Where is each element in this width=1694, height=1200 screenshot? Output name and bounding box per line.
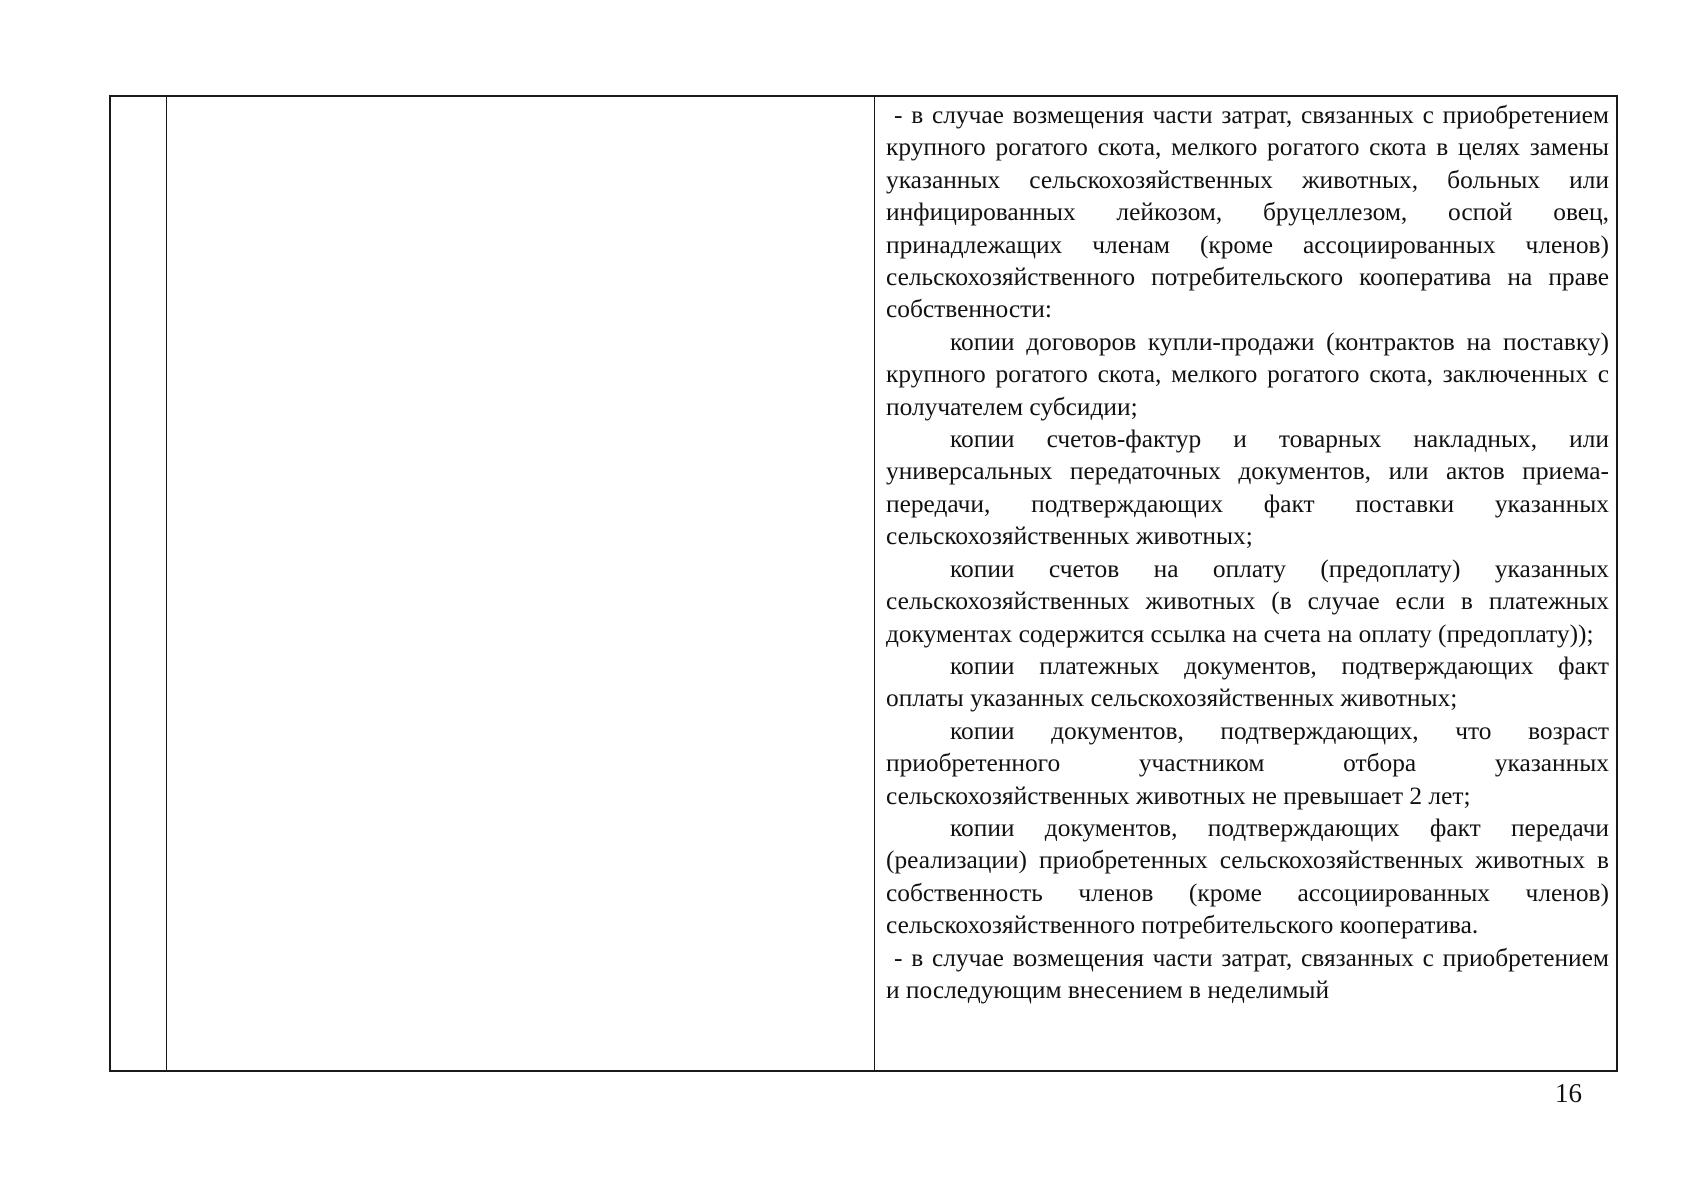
requirements-column	[886, 99, 1609, 1070]
page-number: 16	[1555, 1078, 1582, 1108]
doc-item-transfer-confirmation: копии документов, подтверждающих факт передачи (реализации) приобретенных сельскохозяйственных животных в собственность членов (кроме ассоциированных членов) сельскохозяйственного потребительского кооператива.	[886, 813, 1609, 940]
document-table	[109, 95, 1618, 1072]
doc-item-payment-documents: копии платежных документов, подтверждающих факт оплаты указанных сельскохозяйственных животных;	[886, 651, 1609, 713]
doc-item-invoices: копии счетов-фактур и товарных накладных, или универсальных передаточных документов, или актов приема-передачи, подтверждающих факт поставки указанных сельскохозяйственных животных;	[886, 425, 1609, 551]
case-paragraph-indivisible-fund: - в случае возмещения части затрат, связанных с приобретением и последующим внесением в неделимый	[886, 943, 1609, 1004]
doc-item-payment-bills: копии счетов на оплату (предоплату) указанных сельскохозяйственных животных (в случае если в платежных документах содержится ссылка на счета на оплату (предоплату));	[886, 554, 1609, 648]
column-divider-number	[166, 97, 167, 1070]
column-divider-content	[874, 97, 875, 1070]
doc-item-purchase-contracts: копии договоров купли-продажи (контрактов на поставку) крупного рогатого скота, мелкого рогатого скота, заключенных с получателем субсидии;	[886, 327, 1609, 421]
doc-item-age-confirmation: копии документов, подтверждающих, что возраст приобретенного участником отбора указанных сельскохозяйственных животных не превышает 2 лет;	[886, 716, 1609, 810]
case-paragraph-livestock-replacement: - в случае возмещения части затрат, связанных с приобретением крупного рогатого скота, мелкого рогатого скота в целях замены указанных сельскохозяйственных животных, больных или инфицированных лейкозом, бруцеллезом, оспой овец, принадлежащих членам (кроме ассоциированных членов) сельскохозяйственного потребительского кооператива на праве собственности:	[886, 101, 1609, 324]
